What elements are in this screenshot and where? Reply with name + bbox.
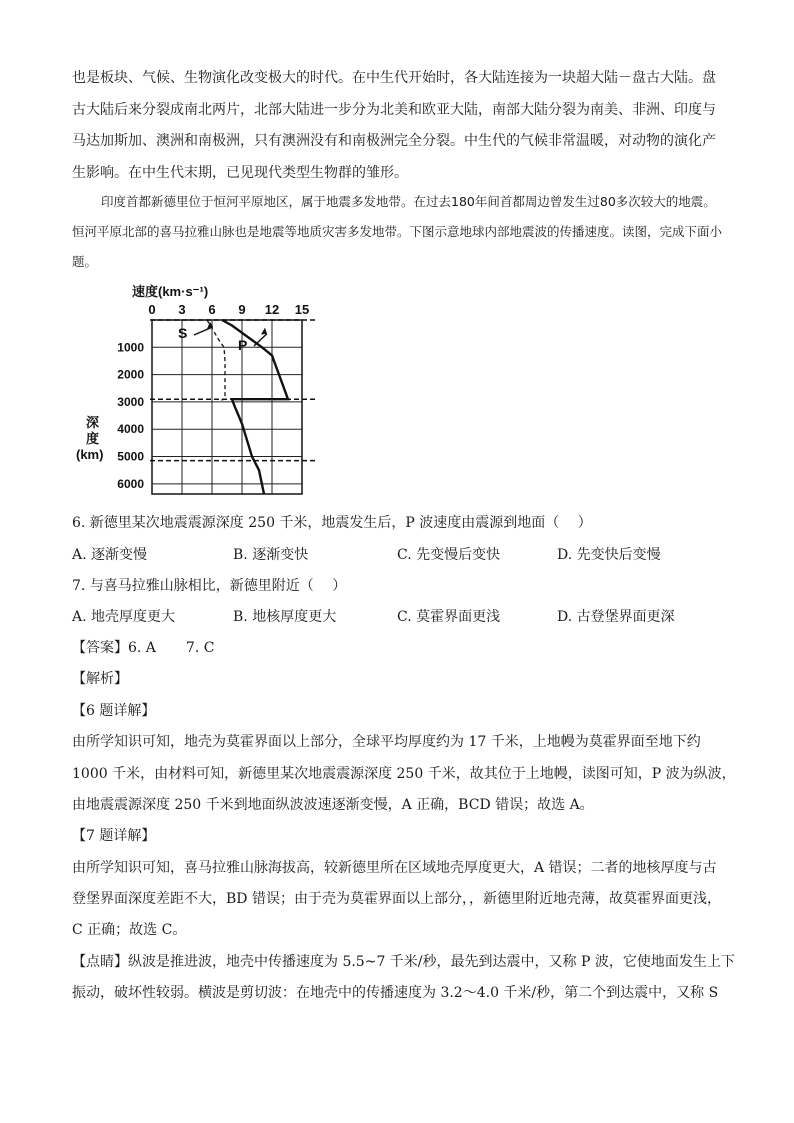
- detail-7-line-1: 由所学知识可知，喜马拉雅山脉海拔高，较新德里所在区域地壳厚度更大，A 错误；二者的地核厚度与古: [72, 860, 717, 876]
- series-p-label: P: [238, 337, 248, 354]
- detail-6-line-1: 由所学知识可知，地壳为莫霍界面以上部分，全球平均厚度约为 17 千米，上地幔为莫霍界面至地下约: [72, 734, 701, 750]
- chart-labels: [76, 284, 309, 491]
- detail-6-line-2: 1000 千米，由材料可知，新德里某次地震震源深度 250 千米，故其位于上地幔，读图可知，P 波为纵波，: [72, 766, 736, 782]
- y-tick-label: 1000: [117, 340, 144, 355]
- chart-frame: [152, 320, 302, 494]
- y-tick-label: 6000: [117, 476, 144, 491]
- detail-7-line-2: 登堡界面深度差距不大，BD 错误；由于壳为莫霍界面以上部分，，新德里附近地壳薄，故莫霍界面更浅，: [72, 891, 721, 907]
- y-tick-label: 2000: [117, 367, 144, 382]
- q6-option-d[interactable]: D. 先变快后变慢: [557, 547, 661, 563]
- tip-text-1: 纵波是推进波，地壳中传播速度为 5.5~7 千米/秒，最先到达震中，又称 P 波，它使地面发生上下: [128, 954, 735, 970]
- q6-option-c[interactable]: C. 先变慢后变快: [397, 547, 501, 563]
- y-axis-title: 深度(km): [76, 415, 104, 462]
- series-p-pointer: [254, 334, 267, 346]
- question-6-stem: 6. 新德里某次地震震源深度 250 千米，地震发生后，P 波速度由震源到地面（ ）: [72, 515, 592, 531]
- q7-option-c[interactable]: C. 莫霍界面更浅: [397, 609, 501, 625]
- chart-grid: [152, 320, 302, 494]
- question-7-stem: 7. 与喜马拉雅山脉相比，新德里附近（ ）: [72, 578, 347, 594]
- q7-option-b[interactable]: B. 地核厚度更大: [233, 609, 337, 625]
- detail-7-line-3: C 正确；故选 C。: [72, 922, 187, 938]
- x-tick-label: 12: [264, 302, 280, 317]
- chart-boundaries: [150, 320, 316, 461]
- answer-q7: 7. C: [185, 640, 215, 656]
- material-paragraph: [72, 187, 724, 277]
- series-s-line: [207, 320, 225, 402]
- material-text: 印度首都新德里位于恒河平原地区，属于地震多发地带。在过去180年间首都周边曾发生过80多次较大的地震。恒河平原北部的喜马拉雅山脉也是地震等地质灾害多发地带。下图示意地球内部地震波的传播速度。读图，完成下面小题。: [72, 194, 723, 269]
- y-tick-label: 4000: [117, 422, 144, 437]
- series-p-line: [222, 320, 288, 494]
- series-s-label: S: [178, 324, 188, 341]
- detail-6-line-3: 由地震震源深度 250 千米到地面纵波波速逐渐变慢，A 正确，BCD 错误；故选 A。: [72, 797, 594, 813]
- series-p-arrowhead: [261, 328, 267, 335]
- intro-paragraph: 也是板块、气候、生物演化改变极大的时代。在中生代开始时，各大陆连接为一块超大陆－盘古大陆。盘古大陆后来分裂成南北两片，北部大陆进一步分为北美和欧亚大陆，南部大陆分裂为南美、非洲、印度与马达加斯加、澳洲和南极洲，只有澳洲没有和南极洲完全分裂。中生代的气候非常温暖，对动物的演化产生影响。在中生代末期，已见现代类型生物群的雏形。: [72, 70, 716, 181]
- x-tick-label: 0: [148, 302, 156, 317]
- x-tick-label: 9: [238, 302, 246, 317]
- tip-label: 【点睛】: [72, 954, 128, 970]
- detail-7-label: 【7 题详解】: [72, 828, 156, 844]
- x-axis-title: 速度(km·s⁻¹): [132, 284, 209, 299]
- answer-label: 【答案】: [72, 640, 128, 656]
- answer-line: [72, 638, 214, 658]
- tip-line-2: 振动，破坏性较弱。横波是剪切波：在地壳中的传播速度为 3.2～4.0 千米/秒，第二个到达震中，又称 S: [72, 985, 719, 1001]
- detail-6-label: 【6 题详解】: [72, 703, 156, 719]
- seismic-wave-chart-svg: [72, 282, 332, 507]
- y-tick-label: 3000: [117, 394, 144, 409]
- x-tick-label: 3: [178, 302, 186, 317]
- answer-q6: 6. A: [128, 640, 156, 656]
- q6-option-a[interactable]: A. 逐渐变慢: [72, 547, 148, 563]
- tip-line-1: [72, 952, 735, 972]
- seismic-wave-chart: [72, 282, 332, 511]
- chart-series: [207, 320, 288, 494]
- q7-option-d[interactable]: D. 古登堡界面更深: [557, 609, 675, 625]
- q6-option-b[interactable]: B. 逐渐变快: [233, 547, 309, 563]
- x-tick-label: 6: [208, 302, 216, 317]
- series-s-pointer: [194, 327, 213, 335]
- x-tick-label: 15: [294, 302, 310, 317]
- analysis-label: 【解析】: [72, 671, 128, 687]
- y-tick-label: 5000: [117, 449, 144, 464]
- q7-option-a[interactable]: A. 地壳厚度更大: [72, 609, 176, 625]
